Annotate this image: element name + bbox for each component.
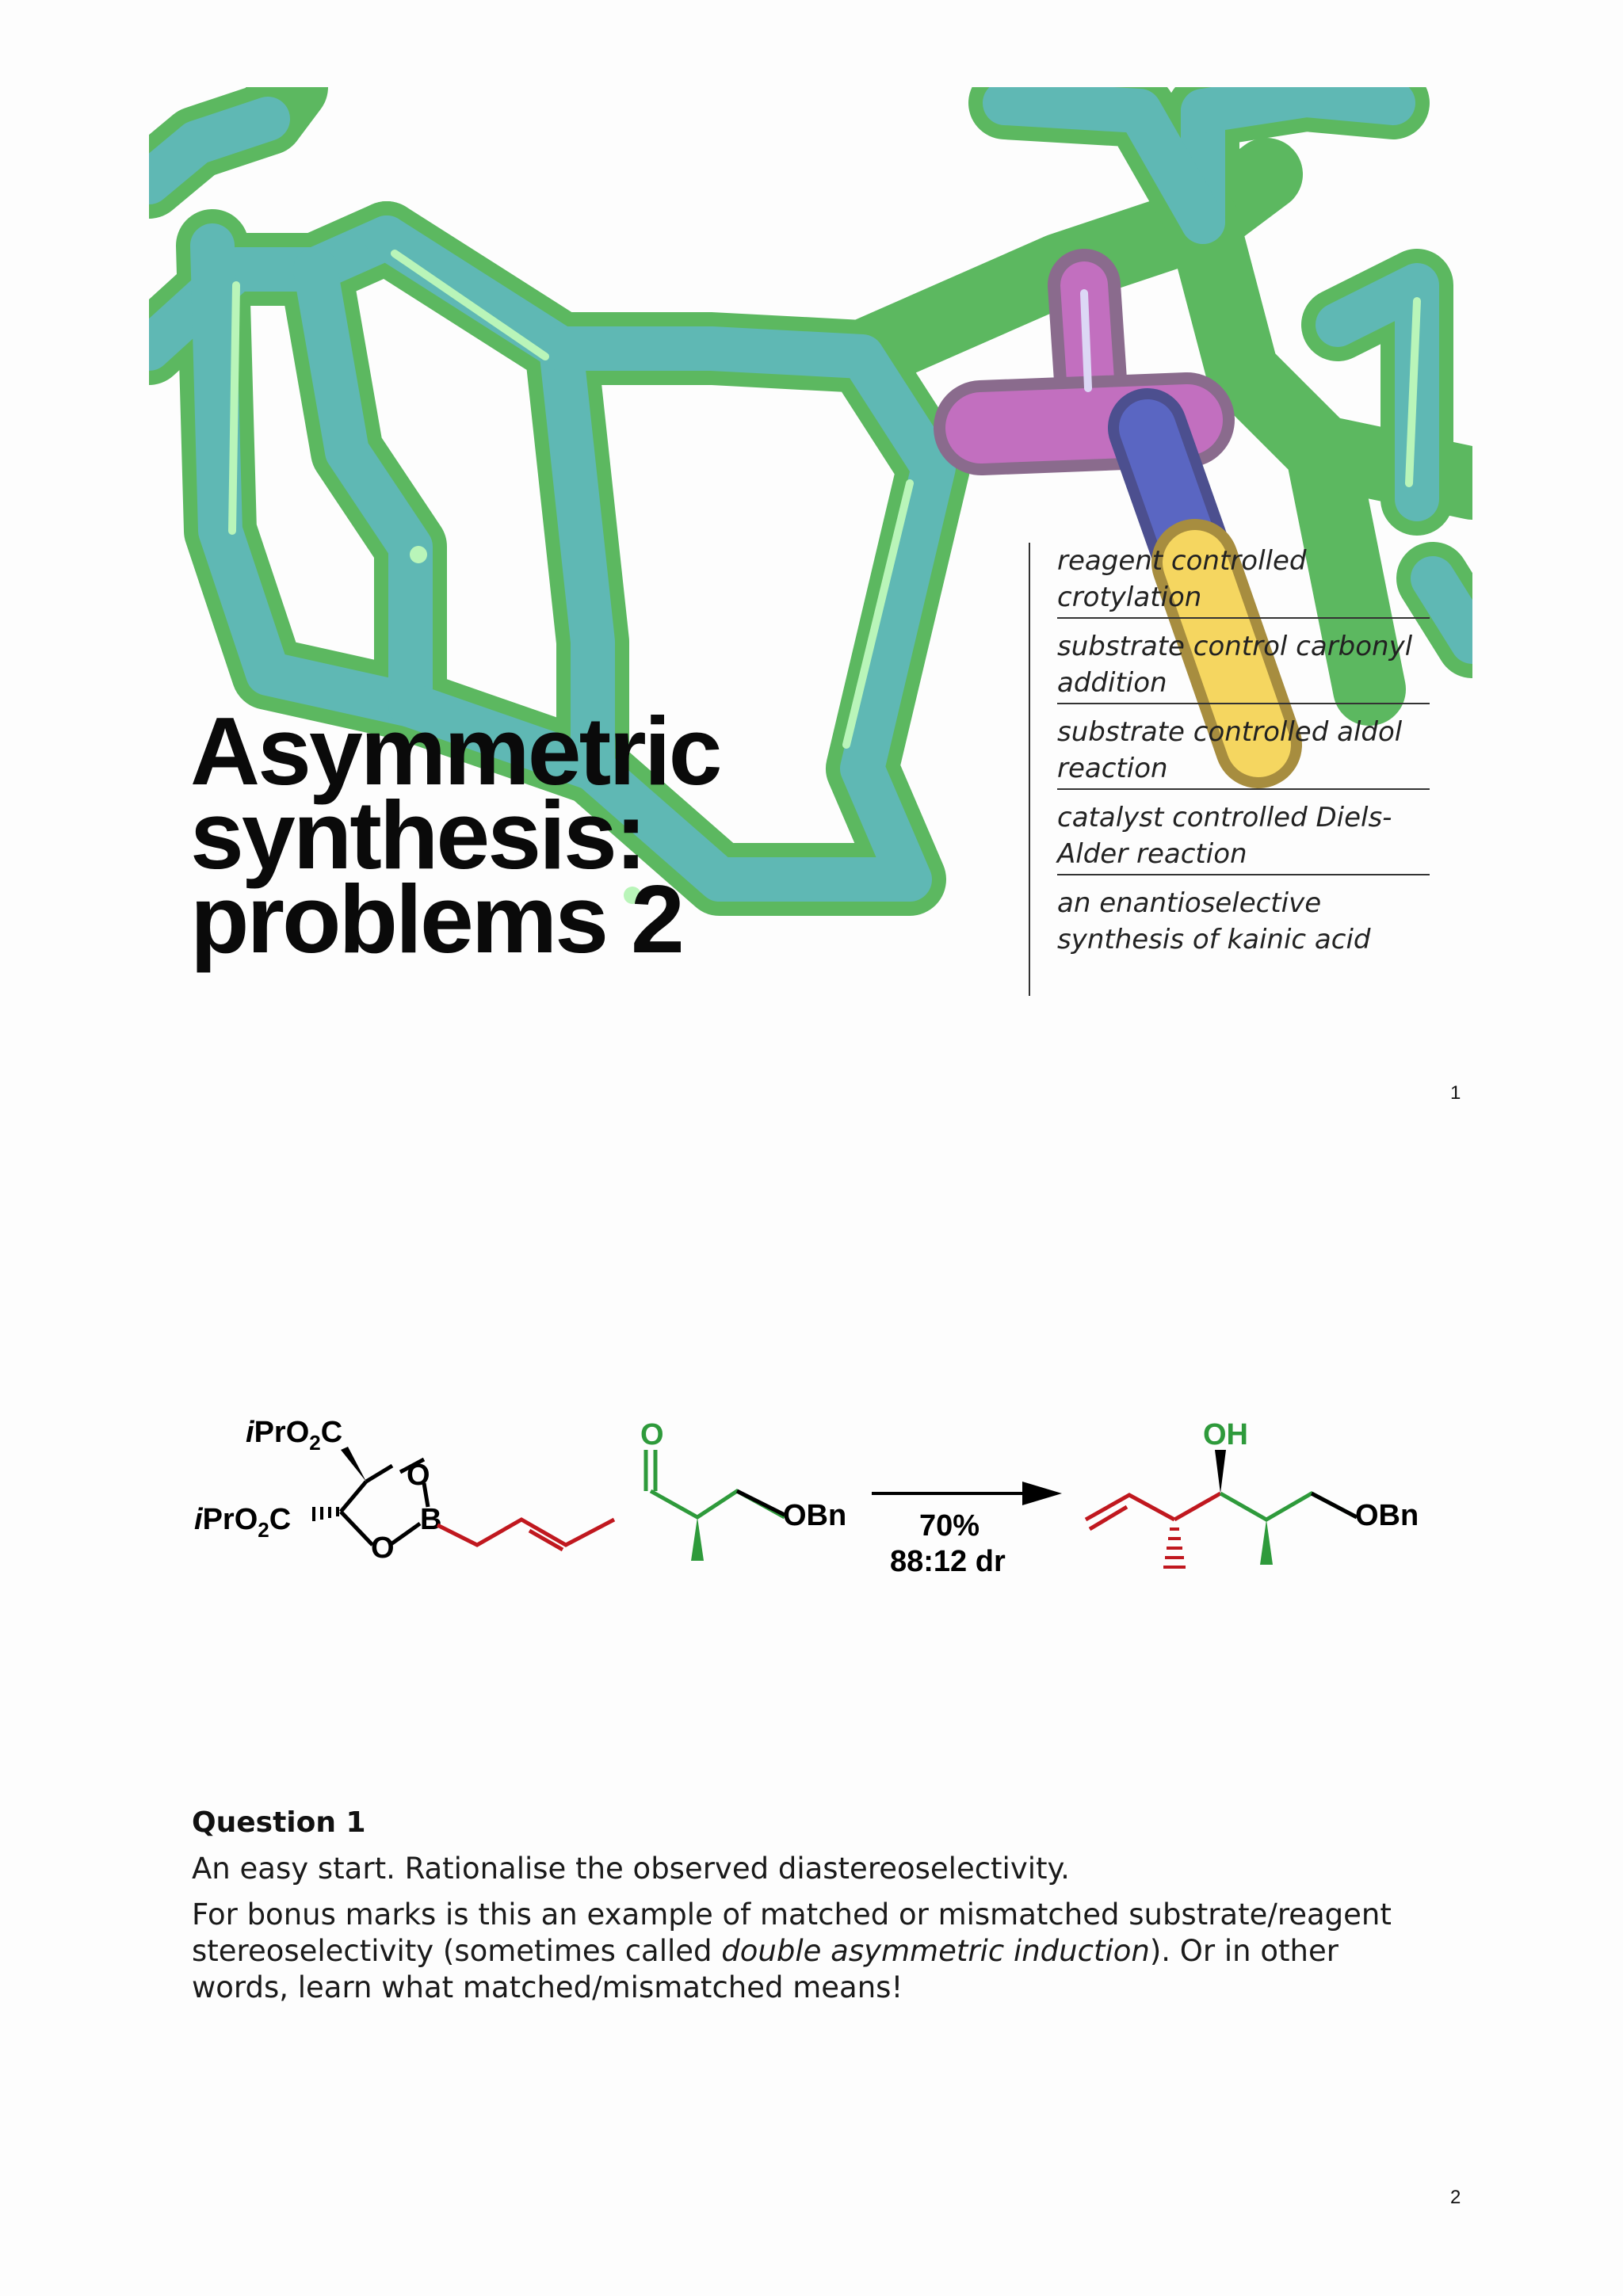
contents-item: substrate control carbonyl addition — [1057, 628, 1430, 704]
contents-item: substrate controlled aldol reaction — [1057, 714, 1430, 790]
oxygen-label: O — [407, 1459, 430, 1492]
boron-label: B — [420, 1503, 442, 1536]
question-title: Question 1 — [192, 1806, 366, 1839]
title-line: Asymmetric — [190, 697, 720, 805]
contents-item: reagent controlled crotylation — [1057, 543, 1430, 619]
page-number: 2 — [1450, 2187, 1461, 2208]
contents-item: an enantioselective synthesis of kainic acid — [1057, 887, 1371, 955]
selectivity-label: 88:12 dr — [890, 1545, 1006, 1578]
question-body-text: ). Or in other words, learn what matched/mismatched means! — [192, 1934, 1338, 2004]
question-body — [192, 1897, 1428, 2006]
crotylboronate-reagent — [194, 1418, 614, 1565]
question-body-text: For bonus marks is this an example of matched or mismatched substrate/reagent stereoselectivity (sometimes called — [192, 1897, 1392, 1968]
question-page — [0, 1133, 1623, 2296]
carbonyl-oxygen-label: O — [640, 1418, 664, 1451]
ester-bottom-label: iPrO$_2$C — [194, 1503, 292, 1542]
title-line: problems 2 — [190, 865, 682, 973]
reaction-arrow — [872, 1482, 1062, 1578]
reaction-scheme — [182, 1418, 1450, 1640]
aldehyde-substrate — [640, 1418, 846, 1561]
document-title — [190, 697, 720, 973]
yield-label: 70% — [919, 1509, 980, 1543]
homoallylic-alcohol-product — [1086, 1418, 1419, 1567]
title-line: synthesis: — [190, 781, 645, 889]
page-number: 1 — [1450, 1082, 1461, 1104]
cover-page — [0, 0, 1623, 1133]
ester-top-label: iPrO$_2$C — [246, 1418, 343, 1455]
obn-label: OBn — [783, 1499, 847, 1532]
obn-label: OBn — [1355, 1499, 1419, 1532]
oxygen-label: O — [371, 1531, 395, 1565]
contents-divider — [1029, 543, 1030, 996]
hydroxyl-label: OH — [1203, 1418, 1248, 1451]
question-emphasis: double asymmetric induction — [721, 1934, 1150, 1968]
contents-item: catalyst controlled Diels-Alder reaction — [1057, 799, 1430, 875]
question-intro: An easy start. Rationalise the observed diastereoselectivity. — [192, 1852, 1070, 1886]
contents-list — [1057, 543, 1430, 971]
